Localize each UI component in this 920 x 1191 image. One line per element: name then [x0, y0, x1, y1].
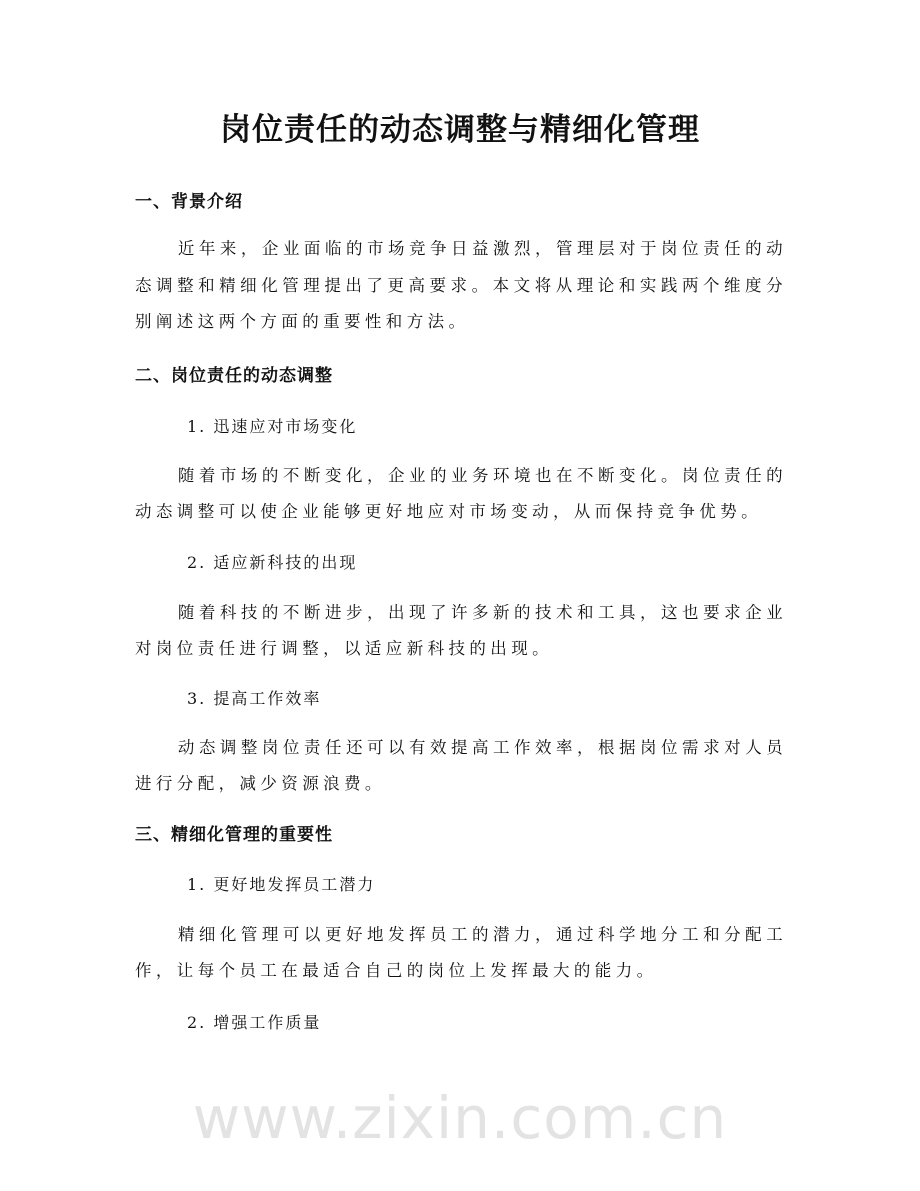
list-item-paragraph: 随着科技的不断进步，出现了许多新的技术和工具，这也要求企业对岗位责任进行调整，以适应新科技的出现。 [135, 602, 787, 658]
list-item-paragraph: 随着市场的不断变化，企业的业务环境也在不断变化。岗位责任的动态调整可以使企业能够更好地应对市场变动，从而保持竞争优势。 [135, 465, 787, 521]
list-item-label: 1. 更好地发挥员工潜力 [187, 874, 376, 894]
section-heading-dynamic-adjustment: 二、岗位责任的动态调整 [135, 365, 333, 386]
list-item-label: 1. 迅速应对市场变化 [187, 416, 358, 436]
section-heading-background: 一、背景介绍 [135, 192, 243, 212]
list-item-paragraph: 动态调整岗位责任还可以有效提高工作效率，根据岗位需求对人员进行分配，减少资源浪费。 [135, 737, 787, 793]
list-item-label: 3. 提高工作效率 [187, 688, 322, 708]
list-item-label: 2. 适应新科技的出现 [187, 552, 358, 572]
section-heading-refined-management: 三、精细化管理的重要性 [135, 824, 333, 845]
list-item-label: 2. 增强工作质量 [187, 1012, 322, 1032]
list-item-paragraph: 精细化管理可以更好地发挥员工的潜力，通过科学地分工和分配工作，让每个员工在最适合自己的岗位上发挥最大的能力。 [135, 924, 787, 980]
watermark: www.zixin.com.cn [192, 1084, 728, 1152]
paragraph-background: 近年来，企业面临的市场竞争日益激烈，管理层对于岗位责任的动态调整和精细化管理提出了更高要求。本文将从理论和实践两个维度分别阐述这两个方面的重要性和方法。 [135, 239, 787, 331]
document-title: 岗位责任的动态调整与精细化管理 [220, 112, 700, 148]
